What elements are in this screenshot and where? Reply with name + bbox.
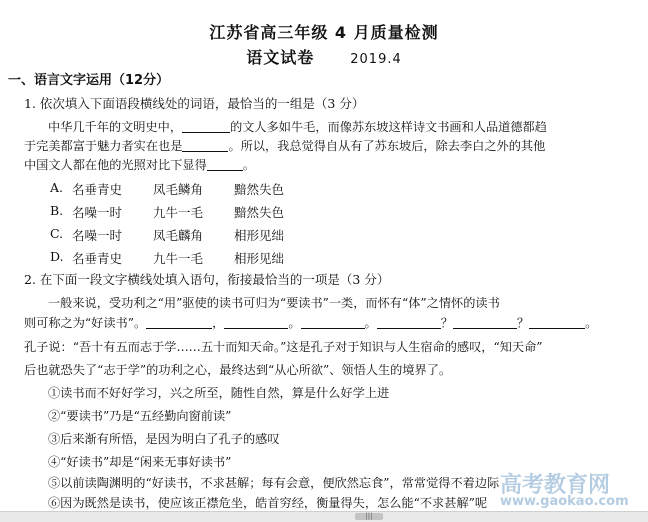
q2-text: ？	[440, 316, 453, 330]
option-word: 名垂青史	[72, 251, 123, 266]
q2-blank-1	[146, 315, 212, 329]
option-word: 凤毛鳞角	[153, 182, 204, 197]
option-word: 黯然失色	[234, 182, 285, 197]
q2-paragraph-line3: 孔子说：“吾十有五而志于学……五十而知天命。”这是孔子对于知识与人生宿命的感叹，“知天命”	[24, 340, 543, 354]
option-word: 相形见绌	[234, 251, 285, 266]
q2-blank-4	[377, 315, 441, 329]
q2-item: ⑤以前读陶渊明的“好读书，不求甚解；每有会意，便欣然忘食”，常常觉得不着边际	[48, 476, 500, 490]
exam-subtitle: 语文试卷	[246, 48, 315, 67]
q2-blank-6	[529, 315, 585, 329]
q1-paragraph-line1	[48, 118, 547, 136]
q2-blank-2	[224, 315, 288, 329]
q1-blank-3	[207, 157, 243, 171]
option-letter: B.	[50, 203, 64, 218]
option-letter: A.	[50, 180, 64, 195]
q1-blank-2	[182, 138, 228, 152]
q1-paragraph-line3	[24, 156, 255, 174]
option-letter: D.	[50, 249, 64, 264]
q2-item: ②“要读书”乃是“五经勤向窗前读”	[48, 409, 232, 423]
option-word: 名噪一时	[72, 228, 123, 243]
q2-text: ？	[516, 316, 530, 330]
q1-stem: 1. 依次填入下面语段横线处的词语，最恰当的一组是（3 分）	[24, 96, 365, 111]
q2-item: ③后来渐有所悟，是因为明白了孔子的感叹	[48, 432, 280, 446]
q2-paragraph-line1: 一般来说，受功利之“用”驱使的读书可归为“要读书”一类，而怀有“体”之情怀的读书	[48, 296, 500, 310]
option-word: 九牛一毛	[153, 251, 204, 266]
q2-text: ，	[212, 316, 225, 330]
option-word: 名垂青史	[72, 182, 123, 197]
q1-text: 中国文人都在他的光照对比下显得	[24, 158, 207, 172]
q2-paragraph-line4: 后也就恐失了“志于学”的功利之心，最终达到“从心所欲”、领悟人生的境界了。	[24, 363, 452, 377]
q2-blank-5	[453, 315, 517, 329]
option-word: 凤毛麟角	[153, 228, 204, 243]
q2-blank-3	[301, 315, 365, 329]
option-word: 黯然失色	[234, 205, 285, 220]
q1-paragraph-line2	[24, 137, 545, 155]
q2-item: ⑥因为既然是读书，使应该正襟危坐，皓首穷经，衡量得失，怎么能“不求甚解”呢	[48, 496, 488, 510]
exam-subtitle-row	[0, 45, 648, 68]
q1-text: 的文人多如牛毛，而像苏东坡这样诗文书画和人品道德都趋	[230, 120, 547, 134]
q2-text: 。	[585, 316, 598, 330]
watermark-logo: 高考教育网	[500, 473, 611, 498]
option-word: 九牛一毛	[153, 205, 204, 220]
q2-paragraph-line2	[24, 314, 597, 332]
q2-text: 则可称之为“好读书”。	[24, 316, 147, 330]
option-letter: C.	[50, 226, 64, 241]
q2-stem: 2. 在下面一段文字横线处填入语句，衔接最恰当的一项是（3 分）	[24, 272, 390, 287]
q1-blank-1	[182, 119, 230, 133]
q1-text: 于完美都富于魅力者实在也是	[24, 139, 183, 153]
q1-text: 中华几千年的文明史中，	[48, 120, 183, 134]
q1-text: 。	[242, 158, 255, 172]
exam-title: 江苏省高三年级 4 月质量检测	[209, 23, 439, 42]
exam-date: 2019.4	[350, 52, 402, 67]
q2-text: 。	[288, 316, 301, 330]
q2-text: 。	[364, 316, 377, 330]
option-word: 名噪一时	[72, 205, 123, 220]
q2-item: ④“好读书”却是“闲来无事好读书”	[48, 455, 232, 469]
option-word: 相形见绌	[234, 228, 285, 243]
q1-text: 。所以，我总觉得自从有了苏东坡后，除去李白之外的其他	[228, 139, 546, 153]
q2-item: ①读书而不好好学习，兴之所至，随性自然，算是什么好学上进	[48, 386, 390, 400]
section-heading: 一、语言文字运用（12分）	[8, 73, 170, 88]
horizontal-scrollbar[interactable]	[0, 511, 648, 522]
scrollbar-thumb[interactable]: |||	[355, 513, 383, 520]
watermark-url: www.gaokao.com	[500, 494, 629, 509]
